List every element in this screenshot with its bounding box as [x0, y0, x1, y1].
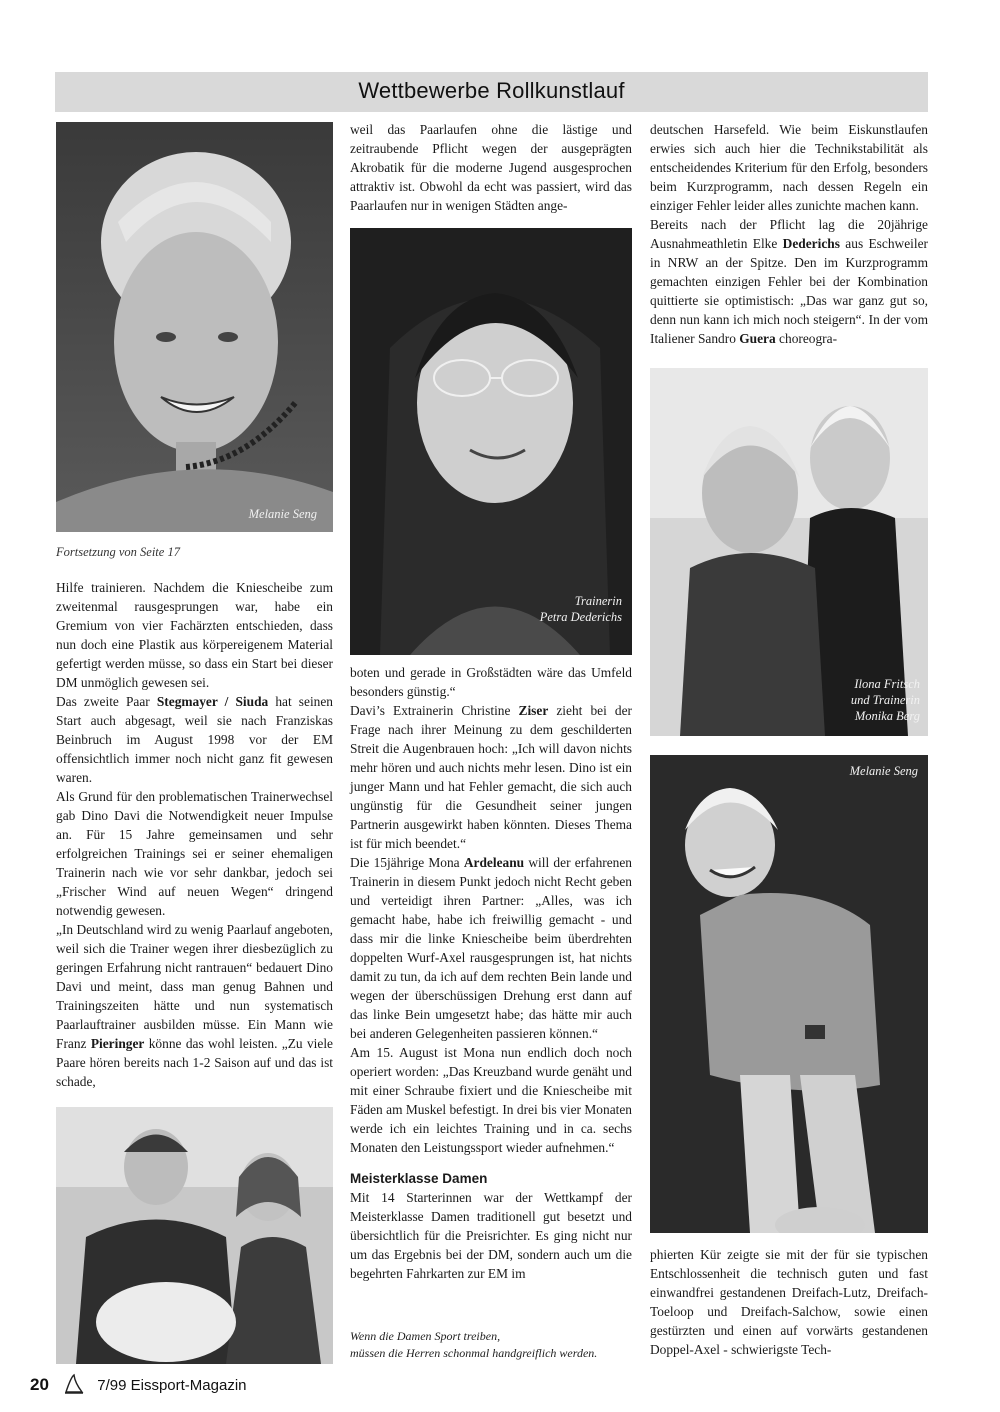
column-1-text [56, 578, 333, 1091]
name-bold: Ziser [518, 703, 549, 718]
photo-caption: Trainerin Petra Dederichs [539, 594, 622, 624]
name-bold: Stegmayer / Siuda [156, 694, 269, 709]
name-bold: Ardeleanu [463, 855, 525, 870]
photo-petra-dederichs [350, 228, 632, 655]
paragraph: phierten Kür zeigte sie mit der für sie typischen Entschlossenheit die technisch guten und fast einwandfrei gestandenen Dreifach-Lutz, Dreifach-Toeloop und Dreifach-Salchow, sowie einen gestürzten und einen auf vorwärts gestandenen Doppel-Axel - schwierigste Tech- [650, 1247, 928, 1357]
photo-caption: Melanie Seng [849, 764, 918, 778]
column-2-text [350, 663, 632, 1283]
photo-melanie-seng-portrait [56, 122, 333, 532]
page-footer [30, 1373, 247, 1399]
paragraph: Mit 14 Starterinnen war der Wettkampf der Meisterklasse Damen traditionell gut besetzt und übersichtlich für die Preisrichter. Es ging nicht nur um das Ergebnis bei der DM, sondern auch um die begehrten Fahrkarten zur EM im [350, 1190, 632, 1281]
bottom-photo-caption: Wenn die Damen Sport treiben, müssen die Herren schonmal handgreiflich werden. [350, 1329, 598, 1360]
name-bold: Pieringer [90, 1036, 145, 1051]
photo-image [650, 755, 928, 1233]
section-title: Wettbewerbe Rollkunstlauf [358, 78, 625, 103]
name-bold: Dederichs [782, 236, 840, 251]
column-2-top-text [350, 120, 632, 215]
photo-image [350, 228, 632, 655]
paragraph: Hilfe trainieren. Nachdem die Kniescheibe zum zweitenmal rausgesprungen war, habe ein Gremium von vier Fachärzten entschieden, dass nun doch eine Plastik aus körpereigenem Material gefertigt werden müsse, so dass ein Start bei dieser DM unmöglich gewesen sei. [56, 580, 333, 690]
paragraph: Als Grund für den problematischen Trainerwechsel gab Dino Davi die Notwendigkeit neuer Impulse an. Für 15 Jahre gemeinsamen und sehr erfolgreichen Trainings sei er seiner ehemaligen Trainerin nach wie vor sehr dankbar, jedoch sei „Frischer Wind auf neuen Wegen“ dringend notwendig gewesen. [56, 789, 333, 918]
section-header [55, 72, 928, 112]
paragraph: „In Deutschland wird zu wenig Paarlauf angeboten, weil sich die Trainer wegen ihrer diesbezüglich zu geringen Erfahrung nicht rantrauen“ bedauert Dino Davi und meint, dass man genug Bahnen und Trainingszeiten hätte und nun systematisch Paarlauftrainer ausbilden müsse. Ein Mann wie Franz Pieringer könne das wohl leisten. „Zu viele Paare hören bereits nach 1-2 Saison auf und das ist schade, [56, 922, 334, 1089]
paragraph: boten und gerade in Großstädten wäre das Umfeld besonders günstig.“ [350, 665, 632, 699]
column-3-text [650, 120, 928, 348]
subheading-meisterklasse: Meisterklasse Damen [350, 1171, 488, 1186]
paragraph: weil das Paarlaufen ohne die lästige und zeitraubende Pflicht wegen der ausgeprägten Akrobatik für die moderne Jugend ausgesprochen attraktiv ist. Obwohl da echt was passiert, wird das Paarlaufen nur in wenigen Städten ange- [350, 122, 632, 213]
paragraph: Am 15. August ist Mona nun endlich doch noch operiert worden: „Das Kreuzband wurde genäht und mit einer Schraube fixiert und die Kniescheibe mit Fäden am Muskel befestigt. In drei bis vier Monaten werde ich ein leichtes Training und in ca. sechs Monaten den Leistungssport wieder aufnehmen.“ [350, 1045, 632, 1155]
paragraph: Die 15jährige Mona Ardeleanu will der erfahrenen Trainerin in diesem Punkt jedoch nicht Recht geben und verteidigt ihren Partner: „Alles, was ich gemacht habe, habe ich freiwillig gemacht - und dass mir die linke Kniescheibe beim überdrehten doppelten Wurf-Axel rausgesprungen ist, hat nichts damit zu tun, da ich auf dem rechten Bein lande und wegen der überschüssigen Drehung erst dann auf das linke Bein umgesetzt habe; das hätte mir auch bei anderen Gelegenheiten passieren können.“ [350, 855, 632, 1041]
photo-image [56, 1107, 333, 1364]
paragraph: Bereits nach der Pflicht lag die 20jährige Ausnahmeathletin Elke Dederichs aus Eschweiler in NRW an der Spitze. Den im Kurzprogramm gemachten einzigen Fehler bei der Kombination quittierte sie optimistisch: „Das war ganz gut so, denn nun kann ich mich noch steigern“. In der vom Italiener Sandro Guera choreogra- [650, 217, 928, 346]
magazine-logo-icon [63, 1373, 85, 1399]
column-3-bottom-text [650, 1245, 928, 1359]
photo-ilona-fritsch-monika-berg [650, 368, 928, 736]
page-number: 20 [30, 1374, 49, 1394]
paragraph: deutschen Harsefeld. Wie beim Eiskunstlaufen erwies sich auch hier die Technikstabilität als entscheidendes Kriterium für den Erfolg, besonders beim Kurzprogramm, nach dessen Regeln ein einziger Fehler leider alles zunichte machen kann. [650, 122, 928, 213]
paragraph: Davi’s Extrainerin Christine Ziser zieht bei der Frage nach ihrer Meinung zu dem geschilderten Streit die Augenbrauen hoch: „Ich will davon nichts mehr hören und auch nichts mehr lesen. Dino ist ein junger Mann und hat Fehler gemacht, die sich auch ungünstig für die Gesundheit seiner jungen Partnerin ausgewirkt haben könnten. Dieses Thema ist für mich beendet.“ [350, 703, 632, 851]
issue-label: 7/99 Eissport-Magazin [97, 1376, 247, 1394]
paragraph: Das zweite Paar Stegmayer / Siuda hat seinen Start auch abgesagt, weil sie nach Franziskas Beinbruch im August 1998 vor der EM offensichtlich immer noch nicht ganz fit gewesen waren. [56, 694, 333, 785]
continued-note: Fortsetzung von Seite 17 [56, 545, 180, 559]
photo-image [56, 122, 333, 532]
name-bold: Guera [739, 331, 776, 346]
photo-caption: Ilona Fritsch und Trainerin Monika Berg [850, 677, 920, 723]
photo-caption: Melanie Seng [248, 507, 317, 521]
photo-pair-bottom-left [56, 1107, 333, 1364]
photo-melanie-seng-laughing [650, 755, 928, 1233]
